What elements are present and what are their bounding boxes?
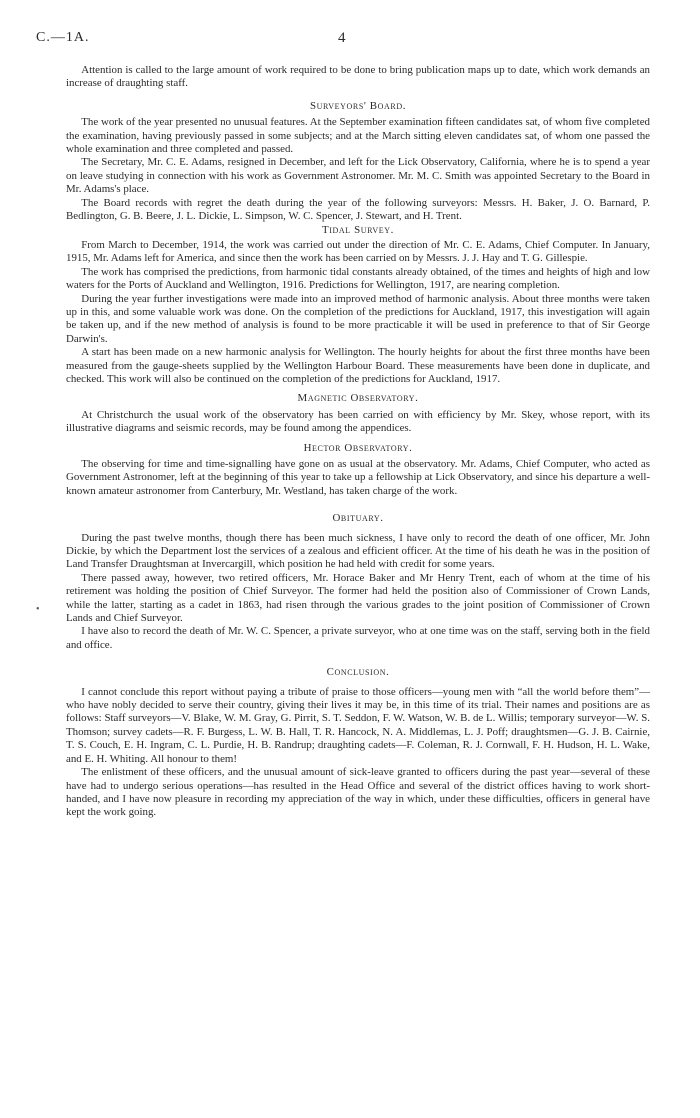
surveyors-board-paragraph-3: The Board records with regret the death during the year of the following surveyors: Messrs. H. Baker, J. O. Barnard, P. Bedlington, G. B. Beere, J. L. Dickie, L. Simpson, W. C. Spencer, J. Stewart, and H. Trent. [66,196,650,223]
obituary-paragraph-2: There passed away, however, two retired officers, Mr. Horace Baker and Mr Henry Trent, each of whom at the time of his retirement was holding the position of Chief Surveyor. The former had held the position also of Commissioner of Crown Lands, while the latter, starting as a cadet in 1863, had risen through the various grades to the joint position of Commissioner of Crown Lands and Chief Surveyor. [66,571,650,625]
tidal-survey-heading: Tidal Survey. [322,224,394,237]
surveyors-board-paragraph-2: The Secretary, Mr. C. E. Adams, resigned in December, and left for the Lick Observatory, California, where he is to spend a year on leave studying in connection with his work as Government Astronomer. Mr. M. C. Smith was appointed Secretary to the Board in Mr. Adams's place. [66,156,650,196]
conclusion-paragraph-2: The enlistment of these officers, and the unusual amount of sick-leave granted to officers during the past year—several of these have had to undergo serious operations—has resulted in the Head Office and several of the district offices having to work short-handed, and I have now pleasure in recording my appreciation of the way in which, under these difficulties, officers in general have kept the work going. [66,766,650,819]
conclusion-paragraph-1: I cannot conclude this report without paying a tribute of praise to those officers—young men with “all the world before them”—who have nobly decided to serve their country, giving their lives it may be, in this time of its trial. Their names and positions are as follows: Staff surveyors—V. Blake, W. M. Gray, G. Pirrit, S. T. Seddon, F. W. Watson, W. B. de L. Willis; temporary surveyor—W. S. Thomson; survey cadets—R. F. Burgess, L. W. B. Hall, T. R. Hancock, N. A. Middlemas, L. J. Poff; draughtsmen—G. J. B. Cairnie, T. S. Couch, E. H. Ingram, C. L. Purdie, H. B. Randrup; draughting cadets—F. Coleman, R. J. Cornwall, F. H. Hudson, H. L. Wake, and E. H. Whiting. All honour to them! [66,685,650,765]
hector-observatory-paragraph: The observing for time and time-signalling have gone on as usual at the observatory. Mr. Adams, Chief Computer, who acted as Government Astronomer, left at the beginning of this year to take up a fellowship at Lick Observatory, and since his departure a well-known amateur astronomer from Canterbury, Mr. Westland, has taken charge of the work. [66,457,650,497]
tidal-survey-paragraph-3: During the year further investigations were made into an improved method of harmonic analysis. About three months were taken up in this, and some valuable work was done. On the completion of the predictions for Auckland, 1917, this investigation will again be taken up, and if the new method of analysis is found to be more practicable it will be used in preference to that of Sir George Darwin's. [66,292,650,345]
obituary-heading: Obituary. [332,512,384,525]
tidal-survey-paragraph-1: From March to December, 1914, the work was carried out under the direction of Mr. C. E. Adams, Chief Computer. In January, 1915, Mr. Adams left for America, and since then the work has been carried on by Messrs. J. J. Hay and T. G. Gillespie. [66,238,650,265]
conclusion-heading: Conclusion. [326,666,390,679]
surveyors-board-paragraph-1: The work of the year presented no unusual features. At the September examination fifteen candidates sat, of whom five completed the examination, having previously passed in some subjects; and at the March sitting eleven candidates sat, of whom one passed the whole examination and three completed and passed. [66,116,650,156]
obituary-paragraph-1: During the past twelve months, though there has been much sickness, I have only to record the death of one officer, Mr. John Dickie, by which the Department lost the services of a zealous and efficient officer. At the time of his death he was in the position of Land Transfer Draughtsman at Invercargill, which position he had held with credit for some years. [66,531,650,571]
magnetic-observatory-paragraph: At Christchurch the usual work of the observatory has been carried on with efficiency by Mr. Skey, whose report, with its illustrative diagrams and seismic records, may be found among the appendices. [66,408,650,435]
document-reference: C.—1A. [36,30,90,45]
page-number: 4 [338,30,346,46]
intro-paragraph: Attention is called to the large amount of work required to be done to bring publication maps up to date, which work demands an increase of draughting staff. [66,64,650,90]
magnetic-observatory-heading: Magnetic Observatory. [297,392,419,405]
tidal-survey-paragraph-2: The work has comprised the predictions, from harmonic tidal constants already obtained, of the times and heights of high and low waters for the Ports of Auckland and Wellington, 1916. Predictions for Wellington, 1917, are nearing completion. [66,265,650,292]
margin-mark: • [36,604,40,615]
obituary-paragraph-3: I have also to record the death of Mr. W. C. Spencer, a private surveyor, who at one time was on the staff, serving both in the field and office. [66,625,650,651]
surveyors-board-heading: Surveyors' Board. [309,99,407,112]
tidal-survey-paragraph-4: A start has been made on a new harmonic analysis for Wellington. The hourly heights for about the first three months have been measured from the gauge-sheets supplied by the Wellington Harbour Board. These measurements have been done in duplicate, and checked. This work will also be continued on the completion of the predictions for Auckland, 1917. [66,346,650,385]
report-body [66,64,650,820]
running-header [36,22,650,48]
hector-observatory-heading: Hector Observatory. [303,441,413,454]
